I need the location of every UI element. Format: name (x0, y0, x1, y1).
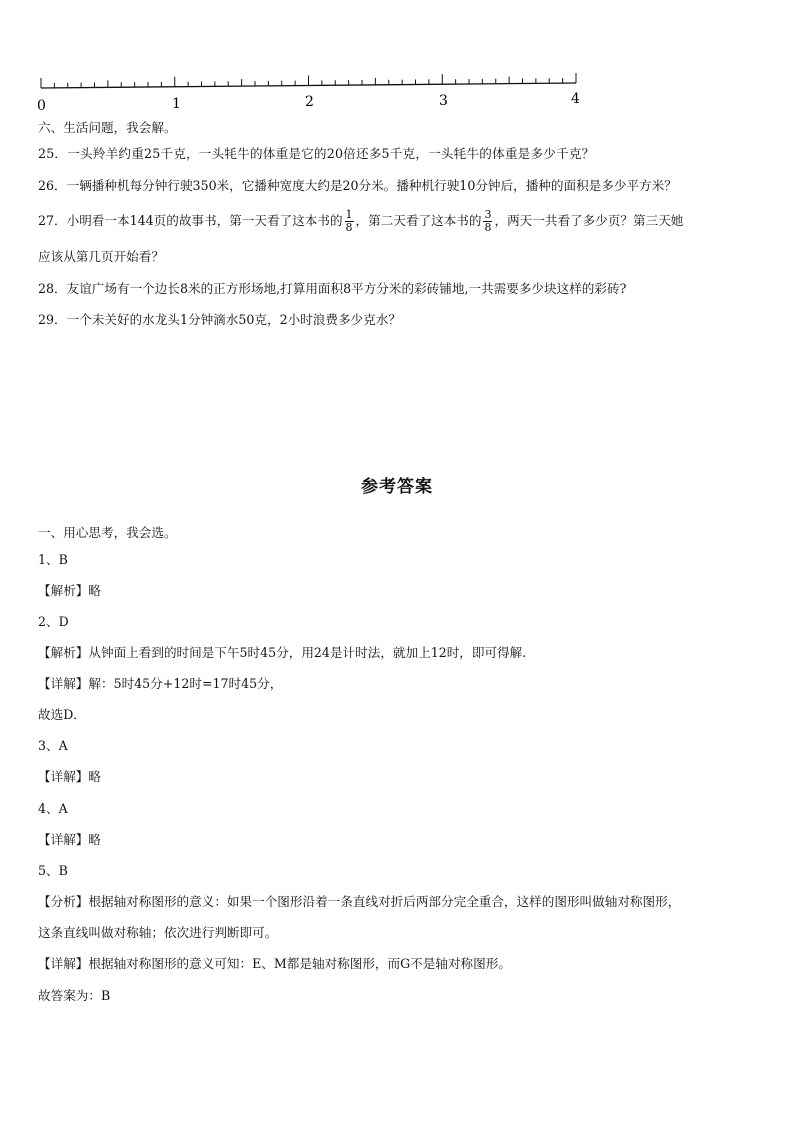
answers-title: 参考答案 (361, 477, 433, 497)
answer-2: 2、D (38, 614, 69, 629)
answer-5-conclusion: 故答案为：B (38, 988, 111, 1003)
fraction-1-numerator: 1 (345, 208, 353, 221)
section-six-heading: 六、生活问题，我会解。 (38, 120, 177, 135)
fraction-2-numerator: 3 (484, 208, 492, 221)
answer-3: 3、A (38, 738, 68, 753)
fraction-2-denominator: 8 (484, 221, 492, 234)
ruler-label-4: 4 (571, 91, 580, 107)
answer-1-note: 【解析】略 (38, 583, 101, 598)
fraction-1-denominator: 8 (345, 221, 353, 234)
answer-4: 4、A (38, 801, 68, 816)
question-27 (38, 206, 683, 236)
ruler-ticks (41, 73, 576, 88)
answer-5-analysis-line-1: 【分析】根据轴对称图形的意义：如果一个图形沿着一条直线对折后两部分完全重合，这样的图形叫做轴对称图形， (38, 894, 681, 909)
ruler-figure (0, 70, 794, 115)
answer-2-detail: 【详解】解：5时45分+12时=17时45分， (38, 676, 283, 691)
question-27-text-c: ，两天一共看了多少页？第三天她 (494, 213, 684, 228)
ruler-label-2: 2 (305, 94, 314, 110)
answer-5-detail: 【详解】根据轴对称图形的意义可知：E、M都是轴对称图形，而G不是轴对称图形。 (38, 956, 511, 971)
question-27-text-a: 27．小明看一本144页的故事书，第一天看了这本书的 (38, 213, 343, 228)
answer-2-choice: 故选D． (38, 707, 86, 722)
question-28: 28．友谊广场有一个边长8米的正方形场地,打算用面积8平方分米的彩砖铺地,一共需要多少块这样的彩砖? (38, 281, 627, 296)
answer-2-analysis: 【解析】从钟面上看到的时间是下午5时45分，用24是计时法，就加上12时，即可得解. (38, 645, 527, 660)
answer-1: 1、B (38, 552, 68, 567)
question-27-line-2: 应该从第几页开始看？ (38, 249, 164, 264)
answer-3-note: 【详解】略 (38, 769, 101, 784)
ruler-label-3: 3 (439, 93, 448, 109)
answer-4-note: 【详解】略 (38, 832, 101, 847)
question-26: 26．一辆播种机每分钟行驶350米，它播种宽度大约是20分米。播种机行驶10分钟后，播种的面积是多少平方米？ (38, 178, 677, 193)
fraction-three-eighths (483, 209, 492, 234)
ruler-label-0: 0 (37, 98, 46, 114)
question-29: 29．一个未关好的水龙头1分钟滴水50克，2小时浪费多少克水？ (38, 312, 401, 327)
ruler-label-1: 1 (172, 96, 181, 112)
answer-5-analysis-line-2: 这条直线叫做对称轴；依次进行判断即可。 (38, 925, 278, 940)
fraction-one-eighth (345, 209, 354, 234)
question-25: 25．一头羚羊约重25千克，一头牦牛的体重是它的20倍还多5千克，一头牦牛的体重是多少千克？ (38, 146, 595, 161)
answers-section-one-heading: 一、用心思考，我会选。 (38, 525, 177, 540)
answer-5: 5、B (38, 863, 68, 878)
question-27-text-b: ，第二天看了这本书的 (355, 213, 482, 228)
